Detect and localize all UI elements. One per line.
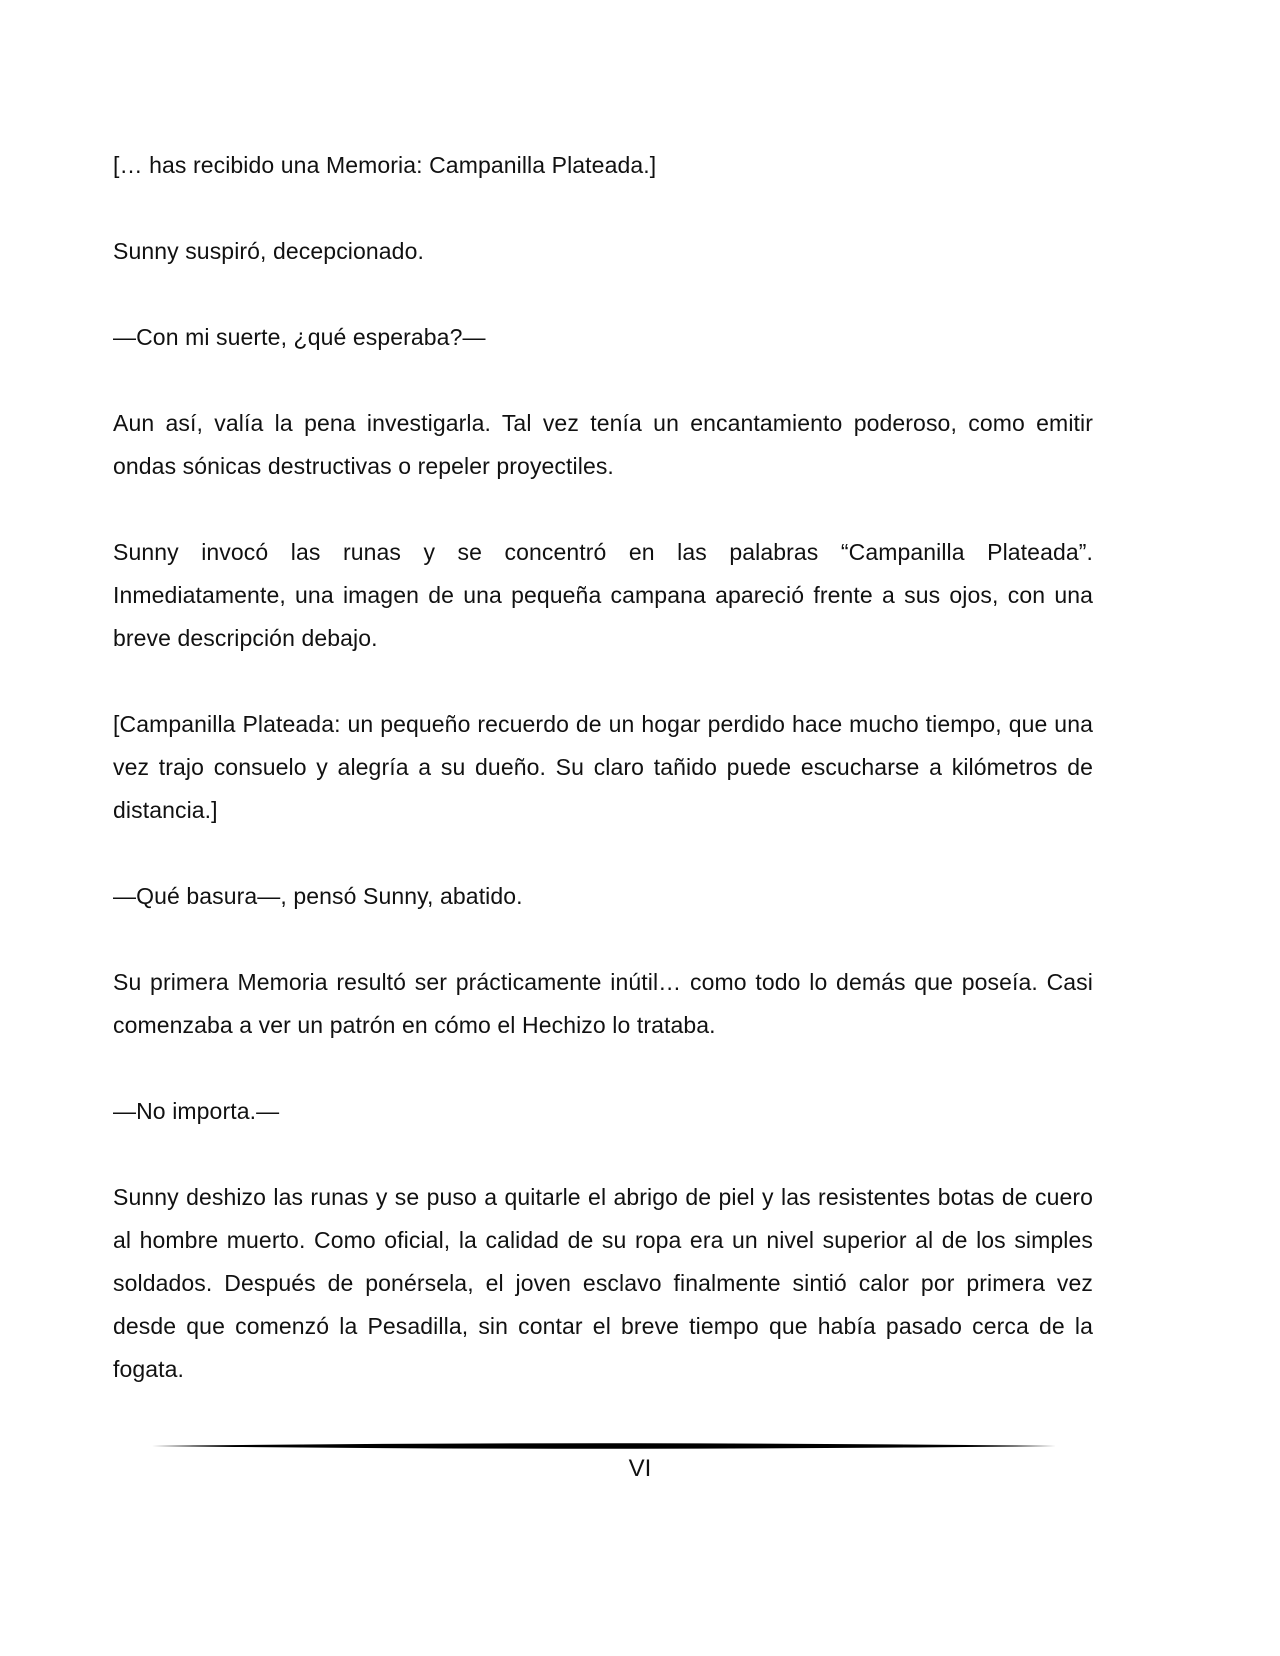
paragraph-silver-bell-description: [Campanilla Plateada: un pequeño recuerdo de un hogar perdido hace mucho tiempo, que una vez trajo consuelo y alegría a su dueño. Su claro tañido puede escucharse a kilómetros de distancia.] <box>113 711 1093 823</box>
paragraph-invoked-runes: Sunny invocó las runas y se concentró en las palabras “Campanilla Plateada”. Inmediatamente, una imagen de una pequeña campana apareció frente a sus ojos, con una breve descripción debajo. <box>113 539 1093 651</box>
paragraph-first-memory-useless: Su primera Memoria resultó ser prácticamente inútil… como todo lo demás que poseía. Casi comenzaba a ver un patrón en cómo el Hechizo lo trataba. <box>113 969 1093 1038</box>
page-number: VI <box>628 1455 652 1482</box>
paragraph-took-coat: Sunny deshizo las runas y se puso a quitarle el abrigo de piel y las resistentes botas de cuero al hombre muerto. Como oficial, la calidad de su ropa era un nivel superior al de los simples soldados. Después de ponérsela, el joven esclavo finalmente sintió calor por primera vez desde que comenzó la Pesadilla, sin contar el breve tiempo que había pasado cerca de la fogata. <box>113 1184 1093 1382</box>
paragraph-memory-received: [… has recibido una Memoria: Campanilla Plateada.] <box>113 152 657 178</box>
paragraph-worth-investigating: Aun así, valía la pena investigarla. Tal vez tenía un encantamiento poderoso, como emitir ondas sónicas destructivas o repeler proyectiles. <box>113 410 1093 479</box>
page-separator-line <box>152 1437 1056 1455</box>
paragraph-dialogue-luck: —Con mi suerte, ¿qué esperaba?— <box>113 324 486 350</box>
page-body <box>113 144 1093 1434</box>
paragraph-no-matter: —No importa.— <box>113 1098 280 1124</box>
paragraph-what-garbage: —Qué basura—, pensó Sunny, abatido. <box>113 883 523 909</box>
paragraph-sunny-sighed: Sunny suspiró, decepcionado. <box>113 238 424 264</box>
